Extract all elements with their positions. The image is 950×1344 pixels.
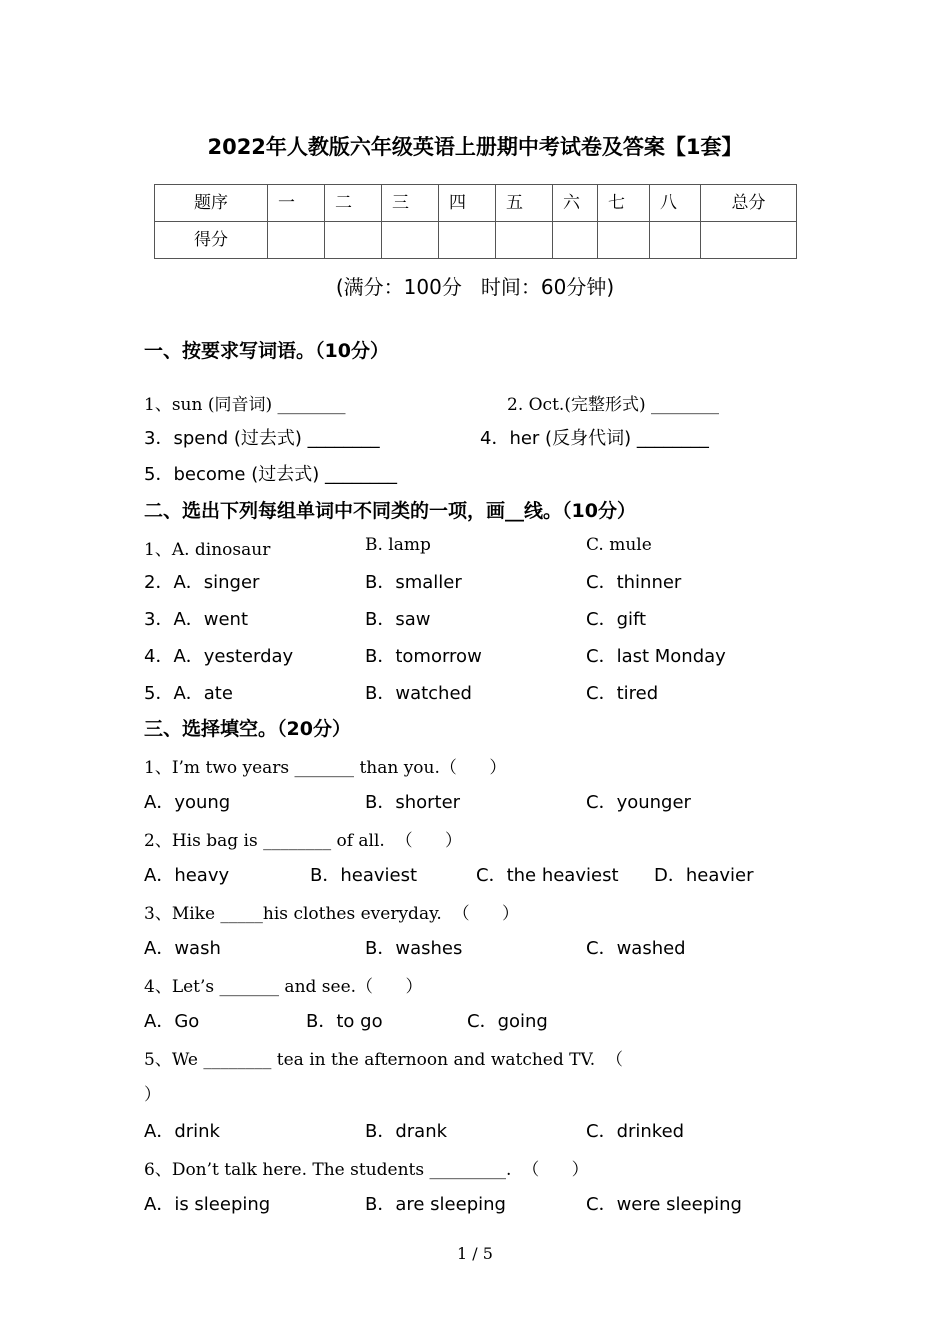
question-text: 4、Let’s _______ and see.（ ） <box>144 977 423 997</box>
option-text: B. lamp <box>365 535 431 555</box>
option-text: A．Go <box>144 1011 200 1032</box>
section-heading: 二、选出下列每组单词中不同类的一项，画__线。（10分） <box>144 500 636 522</box>
option-text: B．shorter <box>365 792 461 813</box>
option-text: C．drinked <box>586 1121 685 1142</box>
table-cell: 总分 <box>701 185 797 222</box>
score-entry-cell[interactable] <box>598 222 650 259</box>
option-text: A．wash <box>144 938 221 959</box>
question-text: 5．become (过去式) ________ <box>144 464 397 485</box>
score-entry-cell[interactable] <box>553 222 598 259</box>
option-text: C．were sleeping <box>586 1194 742 1215</box>
question-text: 1、I’m two years _______ than you.（ ） <box>144 758 507 778</box>
score-entry-cell[interactable] <box>325 222 382 259</box>
score-table-score-row <box>155 222 797 259</box>
option-text: C．thinner <box>586 572 682 593</box>
option-text: A．heavy <box>144 865 230 886</box>
option-text: D．heavier <box>654 865 754 886</box>
table-cell: 六 <box>553 185 598 222</box>
option-text: 5．A．ate <box>144 683 233 704</box>
option-text: C．last Monday <box>586 646 726 667</box>
question-text: 3、Mike _____his clothes everyday. （ ） <box>144 904 520 924</box>
option-text: C．younger <box>586 792 691 813</box>
table-cell: 得分 <box>155 222 268 259</box>
question-text: 3．spend (过去式) ________ <box>144 428 380 449</box>
score-entry-cell[interactable] <box>268 222 325 259</box>
question-text: 4．her (反身代词) ________ <box>480 428 709 449</box>
question-text: 1、sun (同音词) ________ <box>144 395 346 415</box>
page-number: 1 / 5 <box>457 1244 493 1263</box>
option-text: B．saw <box>365 609 431 630</box>
section-heading: 一、按要求写词语。（10分） <box>144 340 389 362</box>
question-text: 6、Don’t talk here. The students _________. （ ） <box>144 1160 589 1180</box>
option-text: B．watched <box>365 683 472 704</box>
option-text: C. mule <box>586 535 652 555</box>
question-text: 2、His bag is ________ of all. （ ） <box>144 831 463 851</box>
score-entry-cell[interactable] <box>439 222 496 259</box>
option-text: B．to go <box>306 1011 383 1032</box>
option-text: C．the heaviest <box>476 865 619 886</box>
option-text: 4．A．yesterday <box>144 646 294 667</box>
question-text: 5、We ________ tea in the afternoon and watched TV. （ <box>144 1050 624 1070</box>
question-text-continuation: ） <box>144 1085 161 1105</box>
table-cell: 五 <box>496 185 553 222</box>
option-text: 2．A．singer <box>144 572 260 593</box>
exam-meta: (满分：100分 时间：60分钟) <box>335 275 615 299</box>
score-entry-cell[interactable] <box>650 222 701 259</box>
table-cell: 四 <box>439 185 496 222</box>
option-text: C．washed <box>586 938 686 959</box>
table-cell: 一 <box>268 185 325 222</box>
score-table-header-row <box>155 185 797 222</box>
score-entry-cell[interactable] <box>496 222 553 259</box>
score-entry-cell[interactable] <box>701 222 797 259</box>
option-text: B．drank <box>365 1121 448 1142</box>
option-text: 1、A. dinosaur <box>144 540 271 560</box>
table-cell: 题序 <box>155 185 268 222</box>
option-text: C．gift <box>586 609 647 630</box>
option-text: B．heaviest <box>310 865 418 886</box>
option-text: B．washes <box>365 938 463 959</box>
option-text: B．tomorrow <box>365 646 482 667</box>
page-title: 2022年人教版六年级英语上册期中考试卷及答案【1套】 <box>207 135 743 159</box>
table-cell: 二 <box>325 185 382 222</box>
table-cell: 七 <box>598 185 650 222</box>
score-table <box>154 184 797 259</box>
score-entry-cell[interactable] <box>382 222 439 259</box>
table-cell: 八 <box>650 185 701 222</box>
option-text: B．are sleeping <box>365 1194 506 1215</box>
option-text: A．is sleeping <box>144 1194 271 1215</box>
table-cell: 三 <box>382 185 439 222</box>
section-heading: 三、选择填空。（20分） <box>144 718 351 740</box>
question-text: 2. Oct.(完整形式) ________ <box>507 395 719 415</box>
option-text: C．going <box>467 1011 548 1032</box>
option-text: A．drink <box>144 1121 220 1142</box>
option-text: C．tired <box>586 683 659 704</box>
option-text: A．young <box>144 792 231 813</box>
option-text: 3．A．went <box>144 609 249 630</box>
option-text: B．smaller <box>365 572 462 593</box>
